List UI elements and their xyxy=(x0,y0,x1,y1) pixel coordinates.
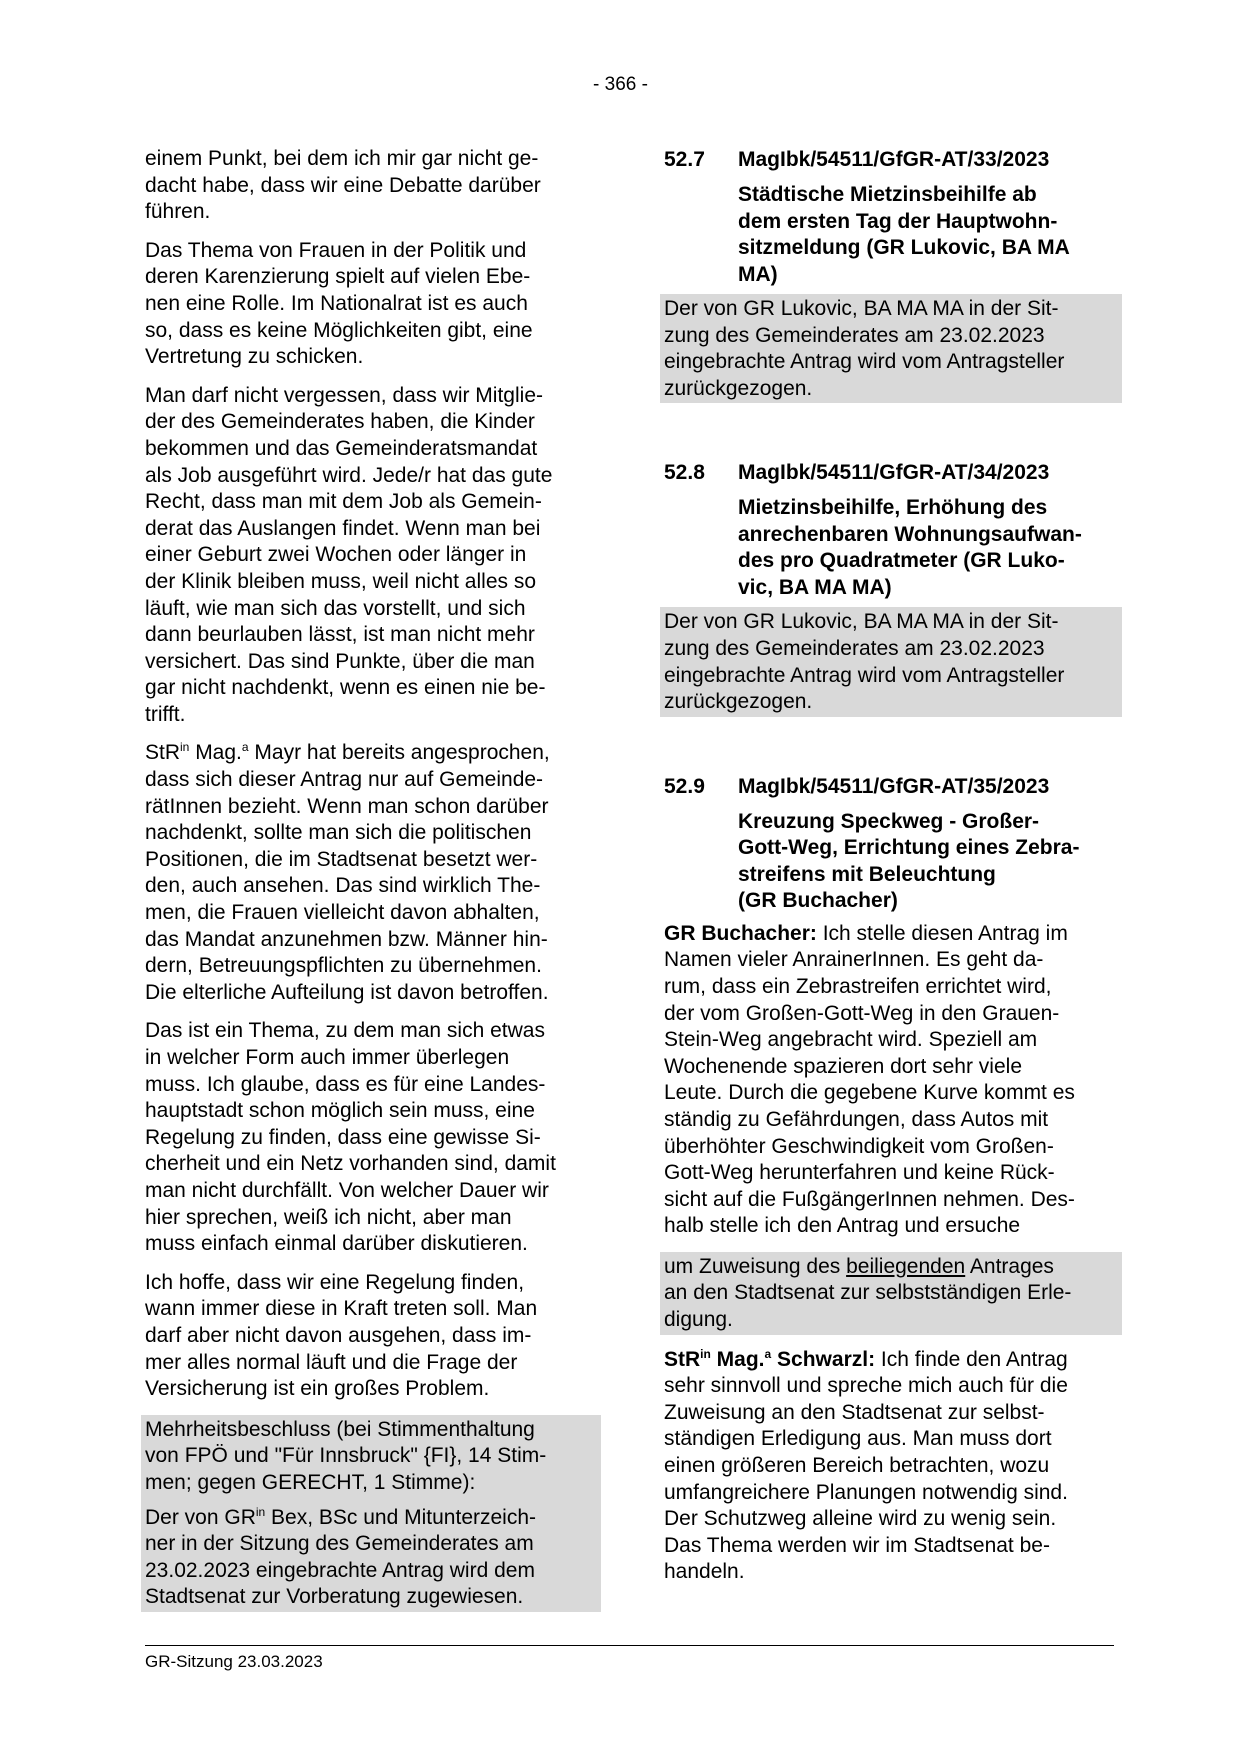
request-box xyxy=(660,1252,1122,1335)
paragraph: einem Punkt, bei dem ich mir gar nicht ge- dacht habe, dass wir eine Debatte darüber führen. xyxy=(145,147,541,224)
spacer xyxy=(664,403,1118,459)
paragraph: Das ist ein Thema, zu dem man sich etwas in welcher Form auch immer überlegen muss. Ich glaube, dass es für eine Landes- hauptstadt schon möglich sein muss, eine Regelung zu finden, dass eine gewisse Si- cherheit und ein Netz vorhanden sind, damit man nicht durchfällt. Von welcher Dauer wir hier sprechen, weiß ich nicht, aber man muss einfach einmal darüber diskutieren. xyxy=(145,1019,556,1256)
resolution-box xyxy=(141,1415,601,1612)
speaker-title: StR xyxy=(145,741,181,765)
agenda-item-code: MagIbk/54511/GfGR-AT/35/2023 xyxy=(738,774,1050,798)
speaker-name: GR Buchacher: xyxy=(664,921,817,945)
paragraph-text: Ich finde den Antrag sehr sinnvoll und spreche mich auch für die Zuweisung an den Stadtsenat zur selbst- ständigen Erledigung aus. Man muss dort einen größeren Bereich betrachten, wozu umfangreichere Planungen notwendig sind. Der Schutzweg alleine wird zu wenig sein. Das Thema werden wir im Stadtsenat be- handeln. xyxy=(664,1347,1068,1584)
agenda-item-title: Mietzinsbeihilfe, Erhöhung des anrechenbaren Wohnungsaufwan- des pro Quadratmeter (GR Luko- vic, BA MA MA) xyxy=(738,496,1082,599)
resolution-text: Der von GR Lukovic, BA MA MA in der Sit- zung des Gemeinderates am 23.02.2023 eingebrachte Antrag wird vom Antragsteller zurückgezogen. xyxy=(664,297,1065,400)
resolution-text: Der von GR Lukovic, BA MA MA in der Sit- zung des Gemeinderates am 23.02.2023 eingebrachte Antrag wird vom Antragsteller zurückgezogen. xyxy=(664,610,1065,714)
agenda-item-code: MagIbk/54511/GfGR-AT/33/2023 xyxy=(738,148,1050,171)
superscript: in xyxy=(180,740,190,755)
resolution-rest: Bex, BSc und Mitunterzeich- ner in der Sitzung des Gemeinderates am 23.02.2023 eingebrachte Antrag wird dem Stadtsenat zur Vorberatung zugewiesen. xyxy=(145,1505,537,1609)
paragraph xyxy=(664,921,1118,1240)
attached-link[interactable]: beiliegenden xyxy=(846,1254,966,1278)
superscript: in xyxy=(700,1346,711,1361)
agenda-item-number: 52.9 xyxy=(664,774,705,798)
request-text xyxy=(664,1254,1118,1334)
resolution-text xyxy=(145,1505,597,1611)
superscript: a xyxy=(764,1346,772,1361)
resolution-prefix: Der von GR xyxy=(145,1505,256,1529)
agenda-item-number: 52.7 xyxy=(664,148,705,171)
speaker-title: Mag. xyxy=(710,1347,765,1371)
page-number: - 366 - xyxy=(593,74,648,95)
agenda-item-number: 52.8 xyxy=(664,461,705,485)
paragraph: Man darf nicht vergessen, dass wir Mitglie- der des Gemeinderates haben, die Kinder bekommen und das Gemeinderatsmandat als Job ausgeführt wird. Jede/r hat das gute Recht, dass man mit dem Job als Gemein- derat das Auslangen findet. Wenn man bei einer Geburt zwei Wochen oder länger in der Klinik bleiben muss, weil nicht alles so läuft, wie man sich das vorstellt, und sich dann beurlauben lässt, ist man nicht mehr versichert. Das sind Punkte, über die man gar nicht nachdenkt, wenn es einen nie be- trifft. xyxy=(145,383,553,726)
agenda-item-header xyxy=(664,773,1118,800)
agenda-item-header xyxy=(664,146,1118,173)
resolution-box xyxy=(660,294,1122,403)
request-prefix: um Zuweisung des xyxy=(664,1254,847,1278)
speaker-title: StR xyxy=(664,1347,701,1371)
footer-divider xyxy=(145,1645,1114,1646)
agenda-item xyxy=(664,773,1118,915)
paragraph xyxy=(145,740,597,1006)
paragraph: Ich hoffe, dass wir eine Regelung finden, wann immer diese in Kraft treten soll. Man darf aber nicht davon ausgehen, dass im- mer alles normal läuft und die Frage der Versicherung ist ein großes Problem. xyxy=(145,1270,538,1401)
paragraph-text: Ich stelle diesen Antrag im Namen vieler AnrainerInnen. Es geht da- rum, dass ein Zebrastreifen errichtet wird, der vom Großen-Gott-Weg in den Grauen- Stein-Weg angebracht wird. Speziell am Wochenende spazieren dort sehr viele Leute. Durch die gegebene Kurve kommt es ständig zu Gefährdungen, dass Autos mit überhöhter Geschwindigkeit vom Großen- Gott-Weg herunterfahren und keine Rück- sicht auf die FußgängerInnen nehmen. Des- halb stelle ich den Antrag und ersuche xyxy=(664,921,1075,1238)
paragraph: Das Thema von Frauen in der Politik und deren Karenzierung spielt auf vielen Ebe- nen eine Rolle. Im Nationalrat ist es auch so, dass es keine Möglichkeiten gibt, eine Vertretung zu schicken. xyxy=(145,238,533,369)
paragraph xyxy=(664,1347,1118,1586)
agenda-item-title: Kreuzung Speckweg - Großer- Gott-Weg, Errichtung eines Zebra- streifens mit Beleuchtung (GR Buchacher) xyxy=(738,809,1080,913)
agenda-item-code: MagIbk/54511/GfGR-AT/34/2023 xyxy=(738,461,1050,485)
agenda-item xyxy=(664,146,1118,403)
left-column xyxy=(145,146,597,1612)
agenda-item-title: Städtische Mietzinsbeihilfe ab dem ersten Tag der Hauptwohn- sitzmeldung (GR Lukovic, BA MA MA) xyxy=(738,183,1070,286)
paragraph-text: Mayr hat bereits angesprochen, dass sich dieser Antrag nur auf Gemeinde- rätInnen bezieht. Wenn man schon darüber nachdenkt, sollte man sich die politischen Positionen, die im Stadtsenat besetzt wer- den, auch ansehen. Das sind wirklich The- men, die Frauen vielleicht davon abhalten, das Mandat anzunehmen bzw. Männer hin- dern, Betreuungspflichten zu übernehmen. Die elterliche Aufteilung ist davon betroffen. xyxy=(145,741,550,1004)
footer-text: GR-Sitzung 23.03.2023 xyxy=(145,1652,323,1671)
agenda-item-header xyxy=(664,459,1118,486)
speaker-name: Schwarzl: xyxy=(771,1347,876,1371)
resolution-vote: Mehrheitsbeschluss (bei Stimmenthaltung von FPÖ und "Für Innsbruck" {FI}, 14 Stim- men; gegen GERECHT, 1 Stimme): xyxy=(145,1417,547,1494)
resolution-box xyxy=(660,607,1122,716)
agenda-item xyxy=(664,459,1118,716)
superscript: in xyxy=(255,1504,266,1519)
spacer xyxy=(664,717,1118,773)
superscript: a xyxy=(241,740,249,755)
request-rest: Antrages an den Stadtsenat zur selbstständigen Erle- digung. xyxy=(664,1254,1072,1332)
right-column xyxy=(664,146,1118,1598)
speaker-title: Mag. xyxy=(189,741,242,765)
